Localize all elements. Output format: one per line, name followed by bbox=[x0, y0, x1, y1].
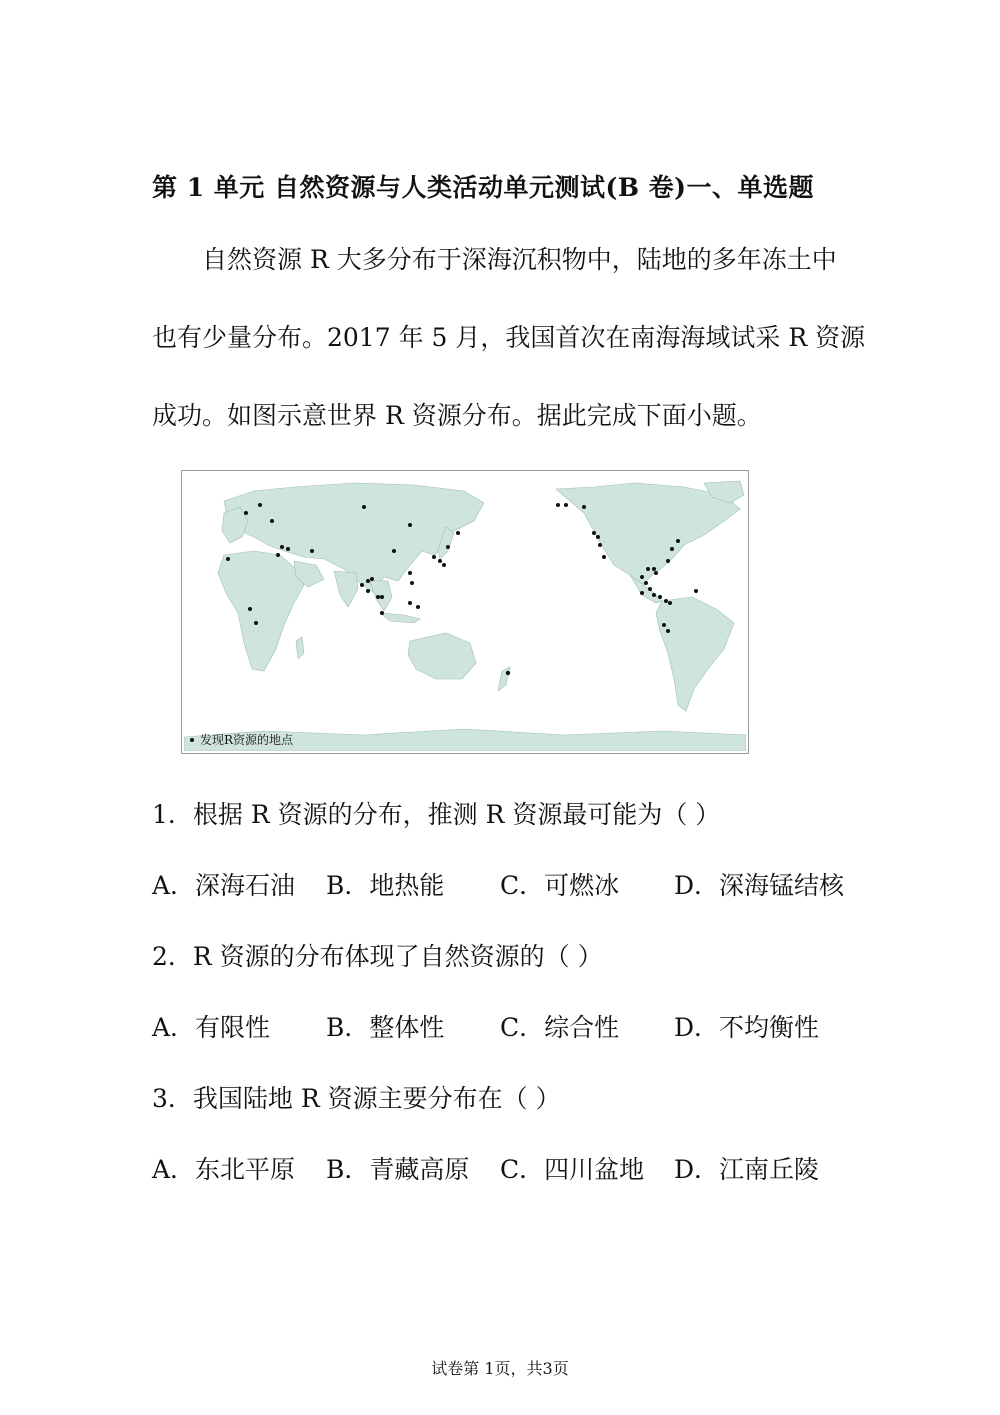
marker-dot-icon bbox=[190, 738, 194, 742]
option-c: C．可燃冰 bbox=[500, 871, 620, 900]
question-1-stem: 1．根据 R 资源的分布，推测 R 资源最可能为（ ） bbox=[152, 800, 721, 829]
option-c: C．综合性 bbox=[500, 1013, 620, 1042]
option-a: A．有限性 bbox=[152, 1013, 271, 1042]
legend-label: 发现R资源的地点 bbox=[200, 733, 294, 747]
intro-line-1: 自然资源 R 大多分布于深海沉积物中，陆地的多年冻土中 bbox=[152, 245, 837, 274]
intro-line-3: 成功。如图示意世界 R 资源分布。据此完成下面小题。 bbox=[152, 401, 762, 430]
page-title: 第 1 单元 自然资源与人类活动单元测试(B 卷)一、单选题 bbox=[152, 173, 814, 202]
question-2-stem: 2．R 资源的分布体现了自然资源的（ ） bbox=[152, 942, 603, 971]
option-b: B．地热能 bbox=[326, 871, 445, 900]
option-a: A．东北平原 bbox=[152, 1155, 296, 1184]
page-footer: 试卷第 1页，共3页 bbox=[431, 1359, 569, 1378]
world-map bbox=[184, 473, 746, 751]
option-d: D．江南丘陵 bbox=[674, 1155, 820, 1184]
option-d: D．不均衡性 bbox=[674, 1013, 820, 1042]
intro-line-2: 也有少量分布。2017 年 5 月，我国首次在南海海域试采 R 资源 bbox=[152, 323, 866, 352]
option-a: A．深海石油 bbox=[152, 871, 296, 900]
option-b: B．青藏高原 bbox=[326, 1155, 470, 1184]
option-d: D．深海锰结核 bbox=[674, 871, 845, 900]
option-b: B．整体性 bbox=[326, 1013, 445, 1042]
map-legend bbox=[190, 731, 293, 748]
world-map-figure bbox=[181, 470, 749, 754]
option-c: C．四川盆地 bbox=[500, 1155, 645, 1184]
question-3-stem: 3．我国陆地 R 资源主要分布在（ ） bbox=[152, 1084, 561, 1113]
